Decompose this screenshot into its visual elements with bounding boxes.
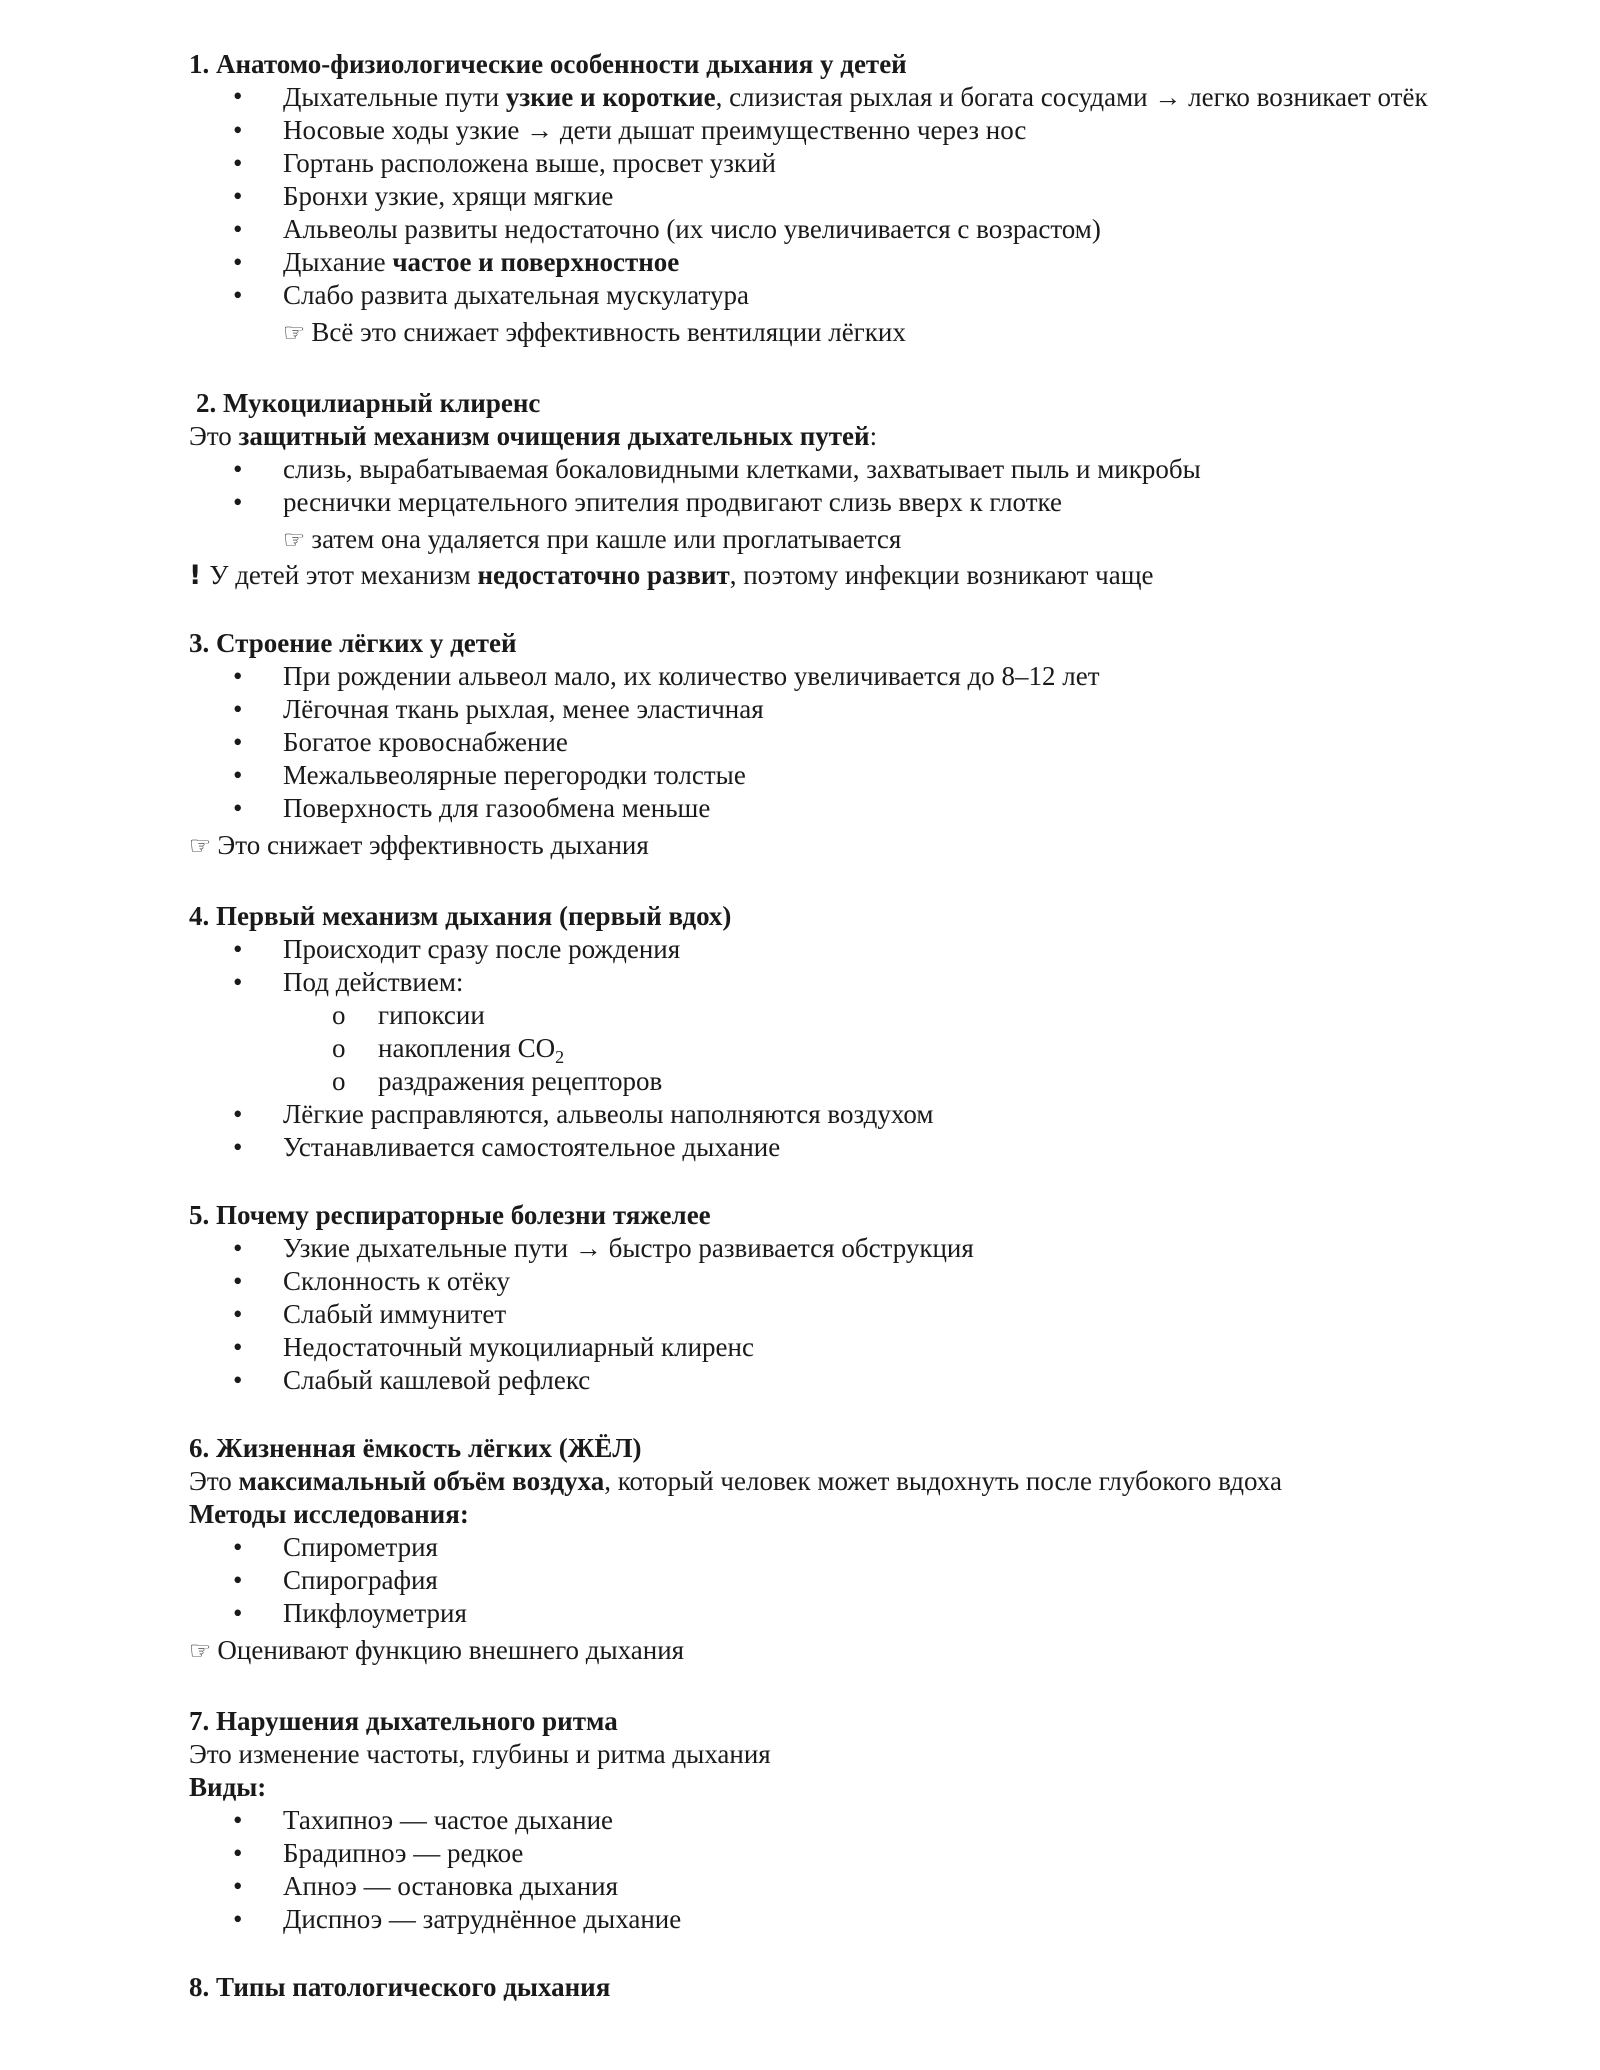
section-3-heading: 3. Строение лёгких у детей <box>189 628 517 658</box>
section-1-bullet-3: • Гортань расположена выше, просвет узкий <box>189 147 1489 180</box>
section-2-warning <box>189 559 1489 592</box>
warning-bold-text: недостаточно развит <box>477 560 730 590</box>
section-5-bullet-3: • Слабый иммунитет <box>189 1298 1489 1331</box>
section-6-note <box>189 1630 1489 1670</box>
section-3-bullet-4: • Межальвеолярные перегородки толстые <box>189 759 1489 792</box>
section-1-bullet-5: • Альвеолы развиты недостаточно (их число увеличивается с возрастом) <box>189 213 1489 246</box>
section-7-bullet-1: • Тахипноэ — частое дыхание <box>189 1804 1489 1837</box>
section-6-bullet-2: • Спирография <box>189 1564 1489 1597</box>
note-text: Это снижает эффективность дыхания <box>217 830 649 860</box>
section-6-intro <box>189 1465 1489 1498</box>
section-2-bullet-2: • реснички мерцательного эпителия продвигают слизь вверх к глотке <box>189 486 1489 519</box>
subitem-text: накопления CO <box>378 1033 556 1063</box>
pointing-hand-icon: ☞ <box>189 831 212 860</box>
section-5-bullet-4: • Недостаточный мукоцилиарный клиренс <box>189 1331 1489 1364</box>
section-4-bullet-3: • Лёгкие расправляются, альвеолы наполняются воздухом <box>189 1098 1489 1131</box>
pointing-hand-icon: ☞ <box>283 318 306 347</box>
section-4-subitem-3: o раздражения рецепторов <box>189 1065 1489 1098</box>
section-4-subitem-1: o гипоксии <box>189 999 1489 1032</box>
section-7-bullet-2: • Брадипноэ — редкое <box>189 1837 1489 1870</box>
section-4-bullet-2: • Под действием: <box>189 966 1489 999</box>
exclamation-icon: ! <box>189 560 202 591</box>
section-3-note <box>189 825 1489 865</box>
section-5-bullet-5: • Слабый кашлевой рефлекс <box>189 1364 1489 1397</box>
section-2-heading: 2. Мукоцилиарный клиренс <box>196 388 541 418</box>
note-text: Всё это снижает эффективность вентиляции лёгких <box>311 317 906 347</box>
section-5-bullet-2: • Склонность к отёку <box>189 1265 1489 1298</box>
bullet-bold-text: узкие и короткие <box>505 82 716 112</box>
warning-text: У детей этот механизм <box>209 560 478 590</box>
section-1-bullet-6 <box>189 246 1489 279</box>
section-2-intro <box>189 420 1489 453</box>
section-5-heading: 5. Почему респираторные болезни тяжелее <box>189 1200 711 1230</box>
pointing-hand-icon: ☞ <box>189 1636 212 1665</box>
section-3-bullet-5: • Поверхность для газообмена меньше <box>189 792 1489 825</box>
section-1-bullet-4: • Бронхи узкие, хрящи мягкие <box>189 180 1489 213</box>
section-1-heading: 1. Анатомо-физиологические особенности дыхания у детей <box>189 49 907 79</box>
section-2-bullet-1: • слизь, вырабатываемая бокаловидными клетками, захватывает пыль и микробы <box>189 453 1489 486</box>
intro-text: Это <box>189 421 239 451</box>
intro-bold-text: защитный механизм очищения дыхательных путей <box>238 421 870 451</box>
bullet-text: Дыхательные пути <box>283 82 506 112</box>
bullet-text: , слизистая рыхлая и богата сосудами → легко возникает отёк <box>715 82 1428 112</box>
section-2-note <box>189 519 1489 559</box>
section-4-bullet-1: • Происходит сразу после рождения <box>189 933 1489 966</box>
bullet-bold-text: частое и поверхностное <box>392 247 680 277</box>
section-1-bullet-2: • Носовые ходы узкие → дети дышат преимущественно через нос <box>189 114 1489 147</box>
pointing-hand-icon: ☞ <box>283 525 306 554</box>
section-6-bullet-3: • Пикфлоуметрия <box>189 1597 1489 1630</box>
section-3-bullet-1: • При рождении альвеол мало, их количество увеличивается до 8–12 лет <box>189 660 1489 693</box>
section-7-bullet-4: • Диспноэ — затруднённое дыхание <box>189 1903 1489 1936</box>
section-4-subitem-2 <box>189 1032 1489 1065</box>
warning-text: , поэтому инфекции возникают чаще <box>729 560 1154 590</box>
section-6-bullet-1: • Спирометрия <box>189 1531 1489 1564</box>
note-text: затем она удаляется при кашле или проглатывается <box>311 524 902 554</box>
section-7-bullet-3: • Апноэ — остановка дыхания <box>189 1870 1489 1903</box>
section-1-bullet-1 <box>189 81 1489 114</box>
section-7-types-label: Виды: <box>189 1772 267 1802</box>
section-1-bullet-7: • Слабо развита дыхательная мускулатура <box>189 279 1489 312</box>
section-3-bullet-3: • Богатое кровоснабжение <box>189 726 1489 759</box>
intro-bold-text: максимальный объём воздуха <box>238 1466 605 1496</box>
section-5-bullet-1: • Узкие дыхательные пути → быстро развивается обструкция <box>189 1232 1489 1265</box>
intro-text: : <box>869 421 878 451</box>
section-6-heading: 6. Жизненная ёмкость лёгких (ЖЁЛ) <box>189 1433 642 1463</box>
note-text: Оценивают функцию внешнего дыхания <box>217 1635 685 1665</box>
section-7-heading: 7. Нарушения дыхательного ритма <box>189 1706 618 1736</box>
section-8-heading: 8. Типы патологического дыхания <box>189 1972 611 2002</box>
section-6-methods-label: Методы исследования: <box>189 1499 469 1529</box>
section-1-note <box>189 312 1489 352</box>
section-7-intro: Это изменение частоты, глубины и ритма дыхания <box>189 1739 771 1769</box>
section-4-heading: 4. Первый механизм дыхания (первый вдох) <box>189 901 732 931</box>
intro-text: Это <box>189 1466 239 1496</box>
section-4-bullet-4: • Устанавливается самостоятельное дыхание <box>189 1131 1489 1164</box>
subscript-text: 2 <box>555 1047 565 1067</box>
document-page <box>189 48 1489 2004</box>
bullet-text: Дыхание <box>283 247 393 277</box>
section-3-bullet-2: • Лёгочная ткань рыхлая, менее эластичная <box>189 693 1489 726</box>
intro-text: , который человек может выдохнуть после глубокого вдоха <box>604 1466 1282 1496</box>
